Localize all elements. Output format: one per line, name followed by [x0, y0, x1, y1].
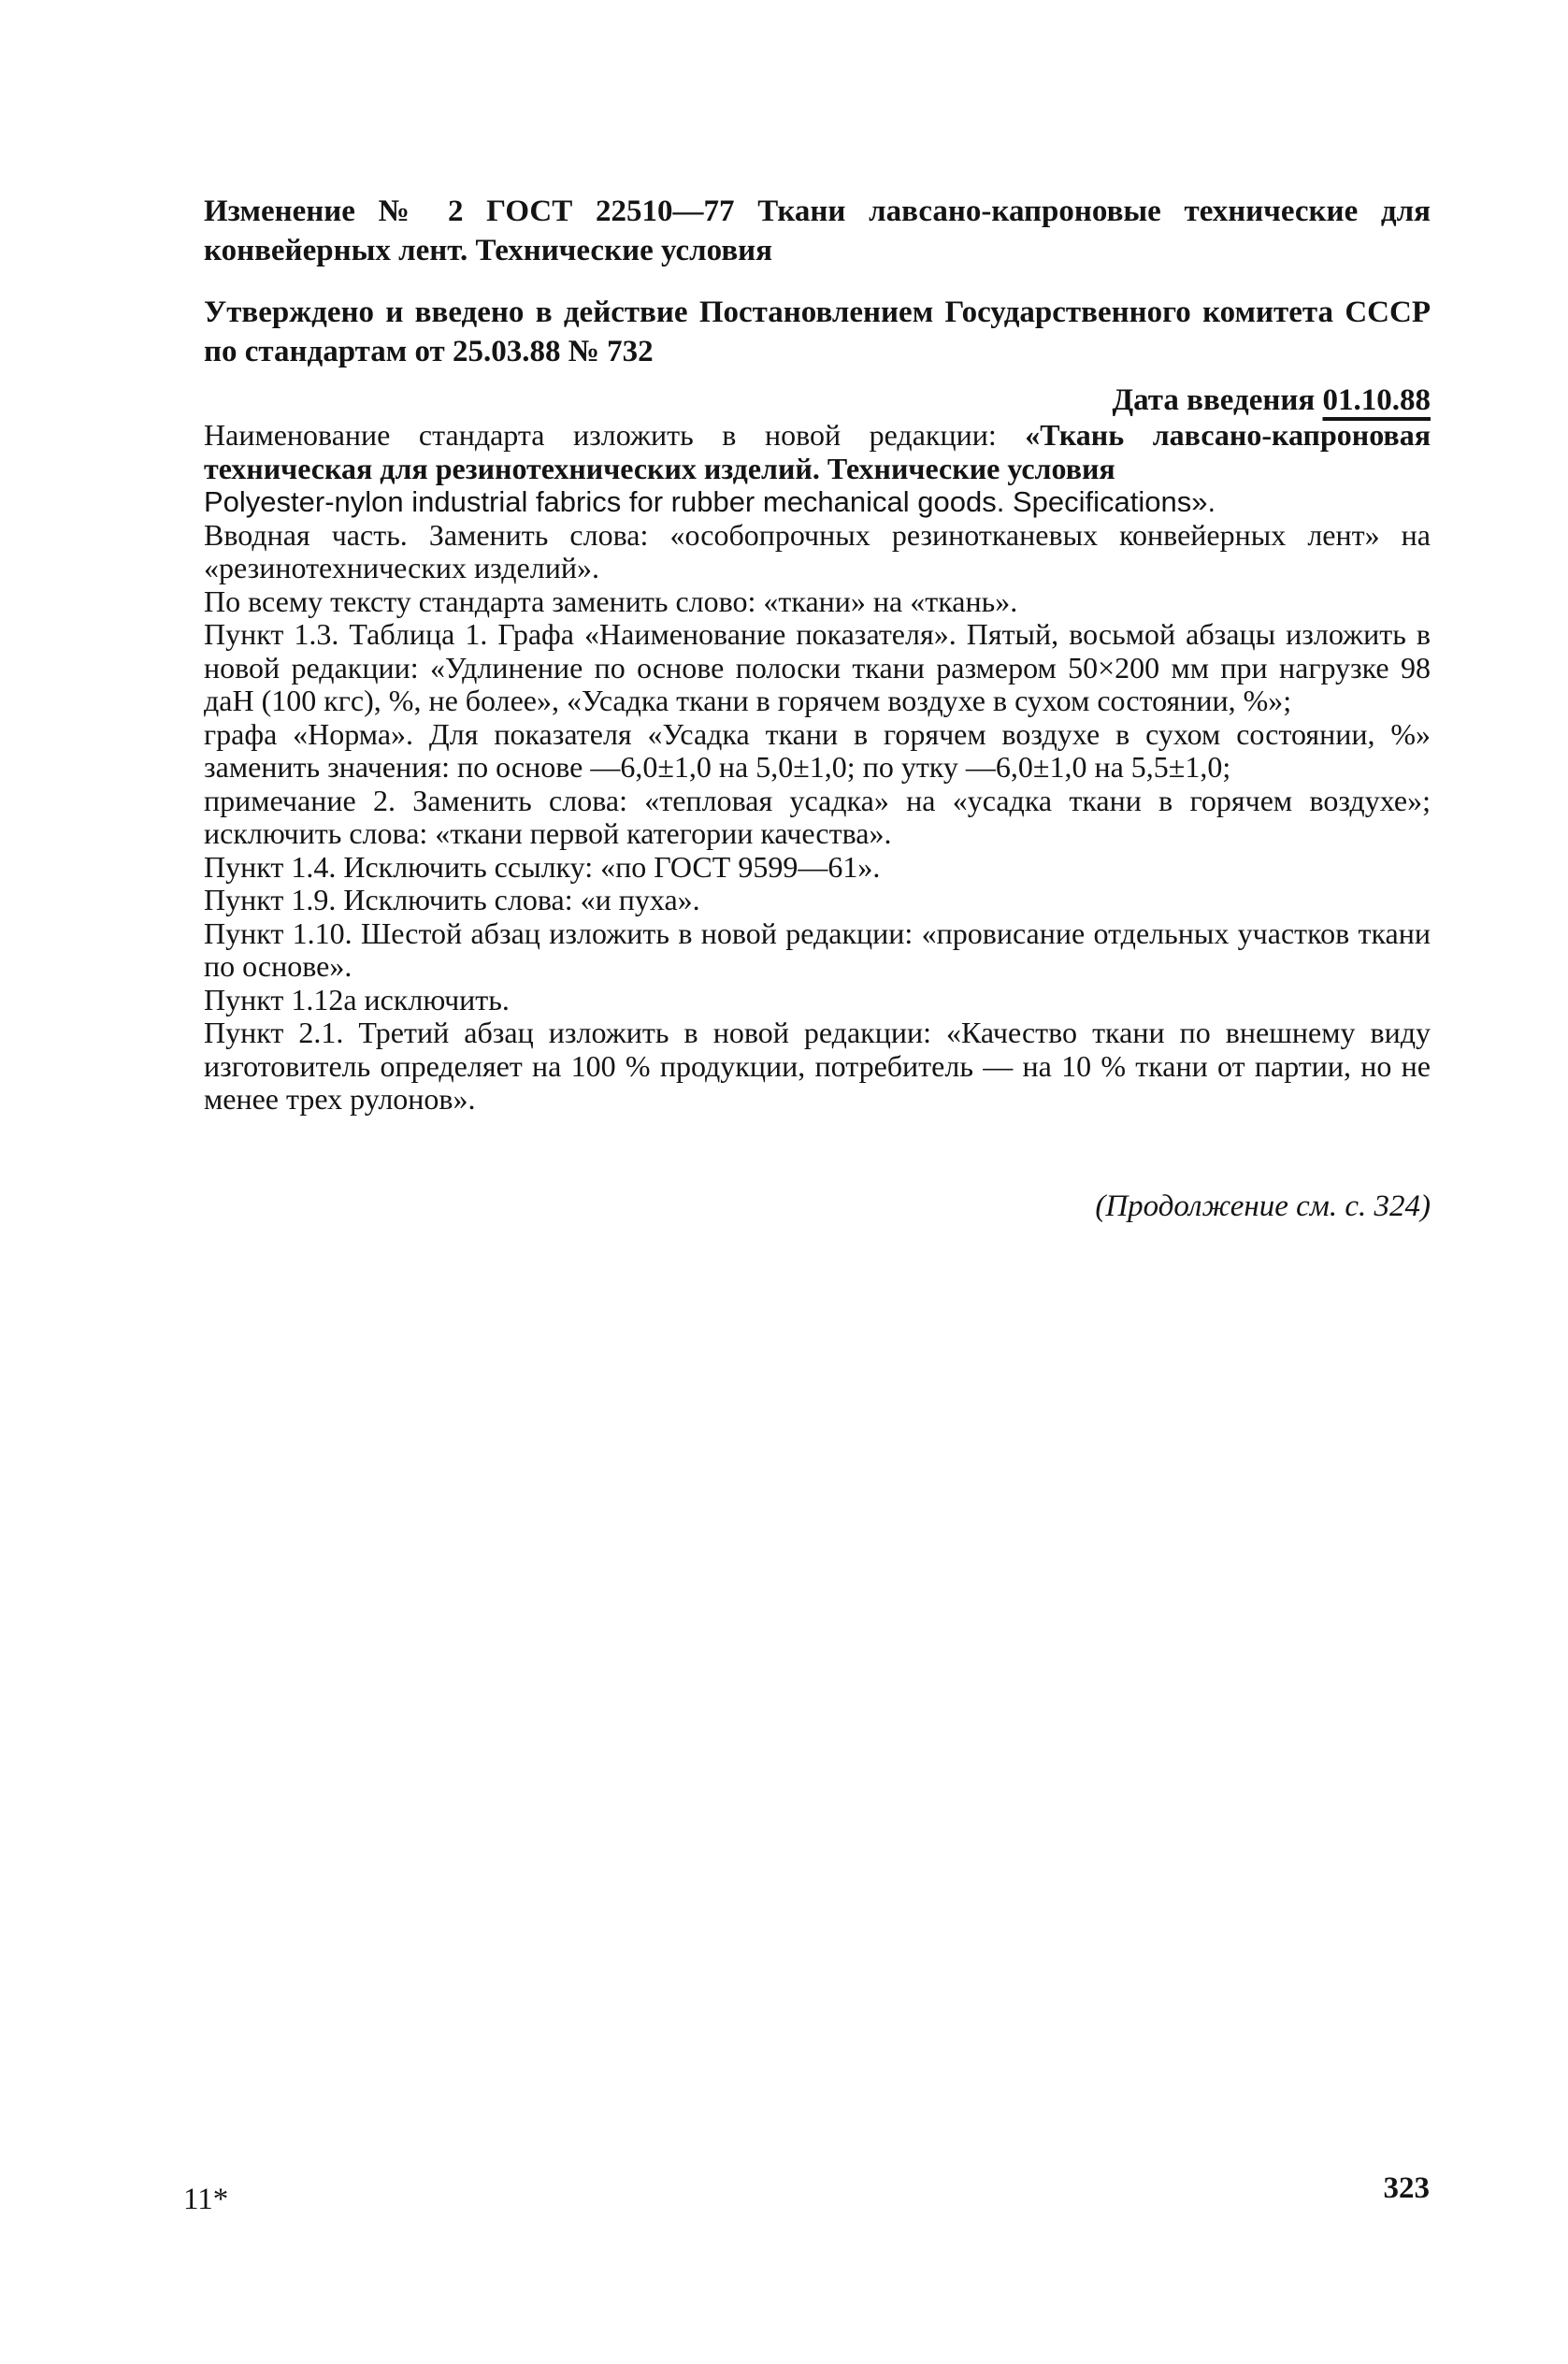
- paragraph-standard-name-text: Наименование стандарта изложить в новой редакции:: [204, 418, 1026, 452]
- paragraph-item-1-4: Пункт 1.4. Исключить ссылку: «по ГОСТ 9599—61».: [204, 849, 881, 884]
- approval-statement: Утверждено и введено в действие Постановлением Государственного комитета СССР по стандартам от 25.03.88 № 732: [204, 296, 1431, 368]
- effective-date-label: Дата введения: [1112, 383, 1323, 417]
- effective-date-value: 01.10.88: [1322, 383, 1431, 417]
- amendment-body: [204, 419, 1431, 1117]
- paragraph-item-1-12a: Пункт 1.12а исключить.: [204, 982, 510, 1016]
- paragraph-introduction: Вводная часть. Заменить слова: «особопрочных резинотканевых конвейерных лент» на «резинотехнических изделий».: [204, 517, 1431, 584]
- paragraph-standard-name: [204, 419, 1431, 485]
- paragraph-item-1-10: Пункт 1.10. Шестой абзац изложить в новой редакции: «провисание отдельных участков ткани по основе».: [204, 915, 1431, 983]
- paragraph-english-title: Polyester-nylon industrial fabrics for rubber mechanical goods. Specifications».: [204, 485, 1216, 518]
- continuation-note: (Продолжение см. с. 324): [1095, 1189, 1431, 1223]
- paragraph-item-2-1: Пункт 2.1. Третий абзац изложить в новой редакции: «Качество ткани по внешнему виду изготовитель определяет на 100 % продукции, потребитель — на 10 % ткани от партии, но не менее трех рулонов».: [204, 1016, 1431, 1116]
- paragraph-item-1-3: Пункт 1.3. Таблица 1. Графа «Наименование показателя». Пятый, восьмой абзацы изложить в новой редакции: «Удлинение по основе полоски ткани размером 50×200 мм при нагрузке 98 даН (100 кгс), %, не более», «Усадка ткани в горячем воздухе в сухом состоянии, %»;: [204, 617, 1431, 717]
- paragraph-item-1-9: Пункт 1.9. Исключить слова: «и пуха».: [204, 883, 700, 916]
- signature-mark: 11*: [183, 2183, 229, 2216]
- paragraph-standard-name-bold: «Ткань лавсано-капроновая техническая для резинотехнических изделий. Технические условия: [204, 418, 1431, 485]
- paragraph-whole-text: По всему тексту стандарта заменить слово: «ткани» на «ткань».: [204, 584, 1018, 618]
- amendment-header: [204, 192, 1431, 420]
- paragraph-norm-column: графа «Норма». Для показателя «Усадка ткани в горячем воздухе в сухом состоянии, %» заменить значения: по основе —6,0±1,0 на 5,0±1,0; по утку —6,0±1,0 на 5,5±1,0;: [204, 716, 1431, 784]
- effective-date-line: [204, 381, 1431, 420]
- amendment-title: Изменение № 2 ГОСТ 22510—77 Ткани лавсано-капроновые технические для конвейерных лент. Технические условия: [204, 195, 1431, 267]
- paragraph-note-2: примечание 2. Заменить слова: «тепловая усадка» на «усадка ткани в горячем воздухе»; исключить слова: «ткани первой категории качества».: [204, 783, 1431, 850]
- page-number: 323: [1383, 2171, 1430, 2205]
